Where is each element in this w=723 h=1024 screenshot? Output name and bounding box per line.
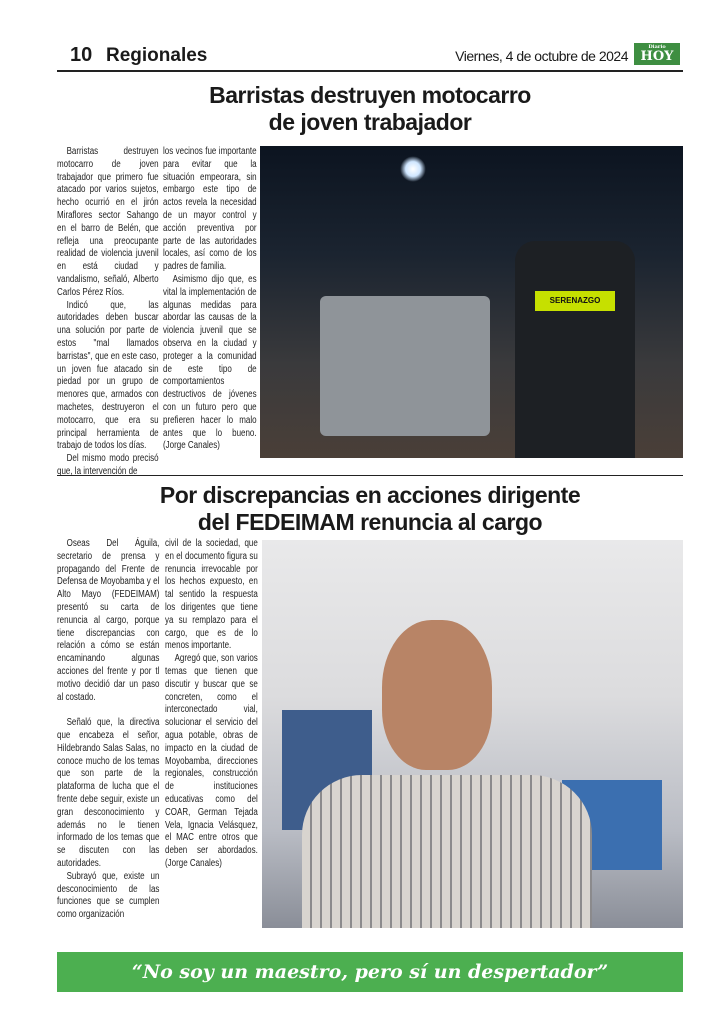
article2-column2 [165, 538, 258, 871]
page-number: 10 [70, 44, 93, 66]
article1-photo [260, 146, 683, 458]
man-face [382, 620, 492, 770]
headline-line: del FEDEIMAM renuncia al cargo [197, 509, 543, 535]
paragraph: Asimismo dijo que, es vital la implementación de algunas medidas para abordar las causas de la violencia juvenil que se observa en la ciudad y proteger a la comunidad de este tipo de comportamientos destructivos de jóvenes con un futuro pero que prefieren hacer lo malo antes que lo bueno. (Jorge Canales) [163, 273, 257, 452]
headline-line: Barristas destruyen motocarro [209, 82, 531, 108]
logo-small-text: Diario [648, 44, 666, 50]
paragraph: los vecinos fue importante para evitar que la situación empeorara, sin embargo este tipo de actos revela la necesidad de un mayor control y acción preventiva por parte de las autoridades locales, así como de los padres de familia. [163, 146, 257, 273]
paragraph: Barristas destruyen motocarro de joven trabajador que primero fue atacado por varios sujetos, hecho ocurrió en el jirón Miraflores sector Sahango en el barro de Belén, que refleja una preocupante realidad de violencia juvenil en está ciudad y vandalismo, señaló, Alberto Carlos Pérez Ríos. [57, 146, 159, 298]
issue-date: Viernes, 4 de octubre de 2024 [455, 48, 628, 64]
headline-line: de joven trabajador [268, 109, 472, 135]
header-rule [57, 70, 683, 72]
street-light [400, 156, 426, 182]
logo-big-text: HOY [640, 49, 674, 64]
plaid-shirt [302, 775, 592, 928]
paragraph: Oseas Del Águila, secretario de prensa y propagando del Frente de Defensa de Moyobamba y el Alto Mayo (FEDEIMAM) presentó su carta de renuncia al cargo, porque tiene discrepancias con relación a cómo se están encaminando algunas acciones del frente y por tl motivo decidió dar un paso al costado. [57, 538, 160, 703]
paragraph: Agregó que, son varios temas que tienen que discutir y buscar que se concreten, como el interconectado vial, solucionar el servicio del agua potable, obras de impacto en la ciudad de Moyobamba, direcciones regionales, construcción de instituciones educativas como del COAR, German Tejada Vela, Ignacia Velásquez, el MAC entre otros que deben ser abordados. (Jorge Canales) [165, 653, 258, 869]
newspaper-logo [634, 43, 680, 65]
headline-line: Por discrepancias en acciones dirigente [159, 482, 581, 508]
article1-column1 [57, 146, 159, 479]
motocarro [320, 296, 490, 436]
vest-text: SERENAZGO [535, 291, 615, 311]
quote-banner: “No soy un maestro, pero sí un despertador” [57, 952, 683, 992]
article2-photo [262, 540, 683, 928]
paragraph: civil de la sociedad, que en el documento figura su renuncia irrevocable por los hechos expuesto, en tal sentido la respuesta los dirigentes que tiene ya su remplazo para el cargo, que es de lo menos importante. [165, 538, 258, 652]
paragraph: Del mismo modo precisó que, la intervención de [57, 453, 159, 477]
article2-headline [57, 482, 683, 536]
article2-column1 [57, 538, 159, 922]
section-name: Regionales [106, 45, 208, 66]
officer [515, 241, 635, 458]
paragraph: Señaló que, la directiva que encabeza el señor, Hildebrando Salas Salas, no conoce mucho de los temas que son parte de la plataforma de lucha que el frente debe seguir, existe un gran desconocimiento y además no le tienen informado de los temas que se discuten con las autoridades. [57, 717, 160, 869]
article1-column2 [163, 146, 257, 453]
article1-headline [57, 82, 683, 136]
paragraph: Subrayó que, existe un desconocimiento de las funciones que se cumplen como organización [57, 870, 160, 921]
paragraph: Indicó que, las autoridades deben buscar una solución por parte de estos "mal llamados barristas", que en este caso, un joven fue atacado sin piedad por un grupo de menores que, armados con machetes, destruyeron el motocarro, que era su principal herramienta de trabajo de todos los días. [57, 299, 159, 452]
